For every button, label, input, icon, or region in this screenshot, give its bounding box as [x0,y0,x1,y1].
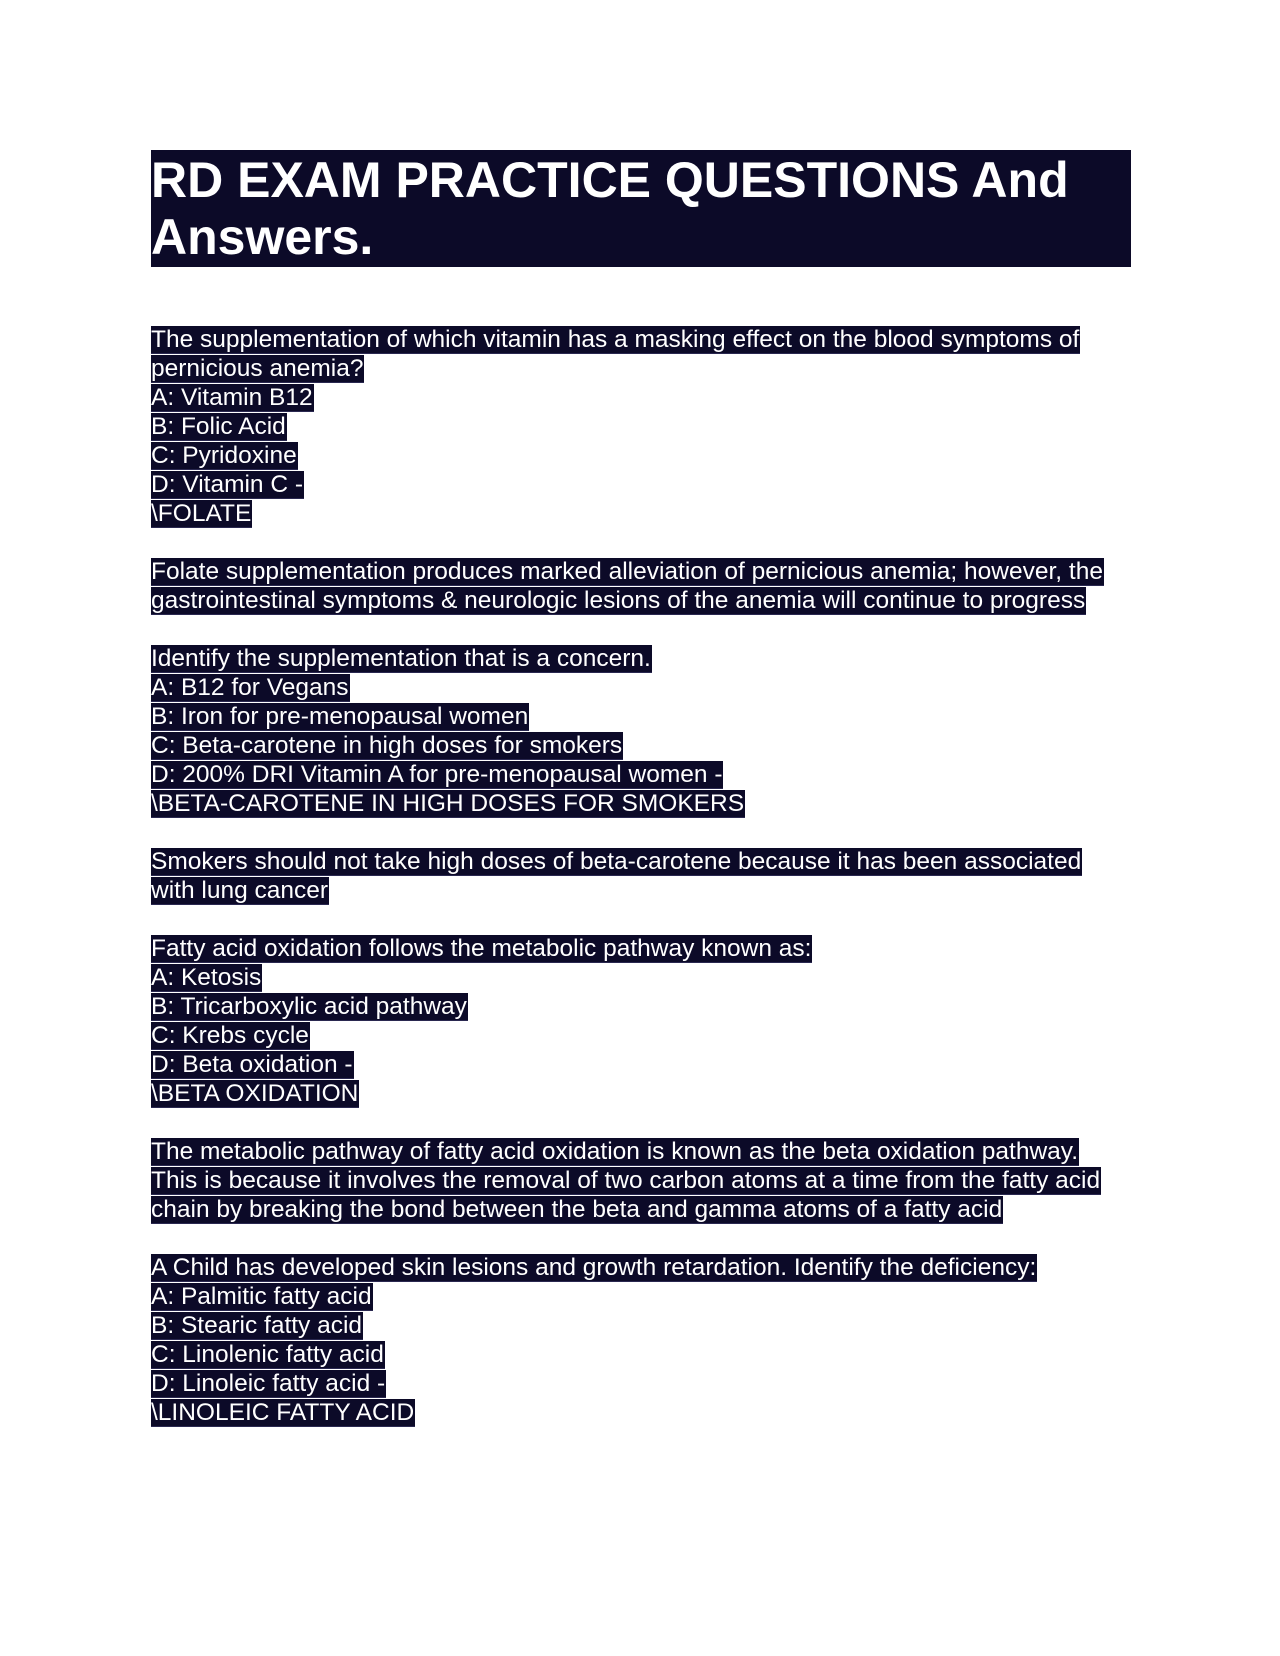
text-line [151,1166,1131,1195]
answer-option: B: Iron for pre-menopausal women [151,703,529,730]
answer-option: B: Folic Acid [151,413,286,440]
explanation-text: gastrointestinal symptoms & neurologic lesions of the anemia will continue to progress [151,587,1086,614]
text-line [151,731,1131,760]
text-line [151,557,1131,586]
text-line [151,789,1131,818]
text-line [151,1369,1131,1398]
answer-option: B: Tricarboxylic acid pathway [151,993,467,1020]
explanation-text: Folate supplementation produces marked alleviation of pernicious anemia; however, the [151,558,1103,585]
correct-answer: \FOLATE [151,500,252,527]
text-line [151,1079,1131,1108]
correct-answer: \BETA-CAROTENE IN HIGH DOSES FOR SMOKERS [151,790,745,817]
answer-option: C: Pyridoxine [151,442,297,469]
text-line [151,1137,1131,1166]
answer-option: D: 200% DRI Vitamin A for pre-menopausal women - [151,761,723,788]
question-text: Identify the supplementation that is a concern. [151,645,651,672]
text-line [151,934,1131,963]
title-line: Answers. [151,209,374,265]
question-text: A Child has developed skin lesions and growth retardation. Identify the deficiency: [151,1254,1037,1281]
correct-answer: \LINOLEIC FATTY ACID [151,1399,415,1426]
text-line [151,325,1131,354]
text-line [151,412,1131,441]
title-line: RD EXAM PRACTICE QUESTIONS And [151,152,1069,208]
answer-option: A: Ketosis [151,964,262,991]
text-line [151,1340,1131,1369]
text-line [151,470,1131,499]
text-line [151,354,1131,383]
text-line [151,499,1131,528]
text-line [151,441,1131,470]
text-line [151,876,1131,905]
text-line [151,673,1131,702]
text-line [151,760,1131,789]
explanation-block [151,847,1131,905]
answer-option: C: Beta-carotene in high doses for smokers [151,732,623,759]
text-line [151,586,1131,615]
text-line [151,1282,1131,1311]
answer-option: B: Stearic fatty acid [151,1312,363,1339]
text-line [151,992,1131,1021]
question-text: Fatty acid oxidation follows the metabolic pathway known as: [151,935,812,962]
text-line [151,1195,1131,1224]
text-line [151,1050,1131,1079]
question-block [151,1253,1131,1427]
question-block [151,644,1131,818]
answer-option: A: Vitamin B12 [151,384,313,411]
answer-option: D: Linoleic fatty acid - [151,1370,386,1397]
question-block [151,934,1131,1108]
text-line [151,383,1131,412]
text-line [151,1398,1131,1427]
document-title [151,150,1131,267]
correct-answer: \BETA OXIDATION [151,1080,359,1107]
explanation-text: Smokers should not take high doses of beta-carotene because it has been associated [151,848,1082,875]
question-text: The supplementation of which vitamin has a masking effect on the blood symptoms of [151,326,1080,353]
explanation-text: chain by breaking the bond between the beta and gamma atoms of a fatty acid [151,1196,1003,1223]
answer-option: C: Krebs cycle [151,1022,309,1049]
explanation-block [151,557,1131,615]
answer-option: D: Vitamin C - [151,471,304,498]
explanation-text: with lung cancer [151,877,329,904]
document-page [151,150,1131,1456]
text-line [151,644,1131,673]
explanation-text: The metabolic pathway of fatty acid oxidation is known as the beta oxidation pathway. [151,1138,1079,1165]
text-line [151,847,1131,876]
explanation-text: This is because it involves the removal of two carbon atoms at a time from the fatty acid [151,1167,1101,1194]
question-block [151,325,1131,528]
text-line [151,1021,1131,1050]
text-line [151,963,1131,992]
text-line [151,1253,1131,1282]
question-text: pernicious anemia? [151,355,364,382]
text-line [151,702,1131,731]
answer-option: D: Beta oxidation - [151,1051,353,1078]
explanation-block [151,1137,1131,1224]
answer-option: A: Palmitic fatty acid [151,1283,372,1310]
text-line [151,1311,1131,1340]
answer-option: C: Linolenic fatty acid [151,1341,384,1368]
answer-option: A: B12 for Vegans [151,674,349,701]
document-body [151,325,1131,1427]
